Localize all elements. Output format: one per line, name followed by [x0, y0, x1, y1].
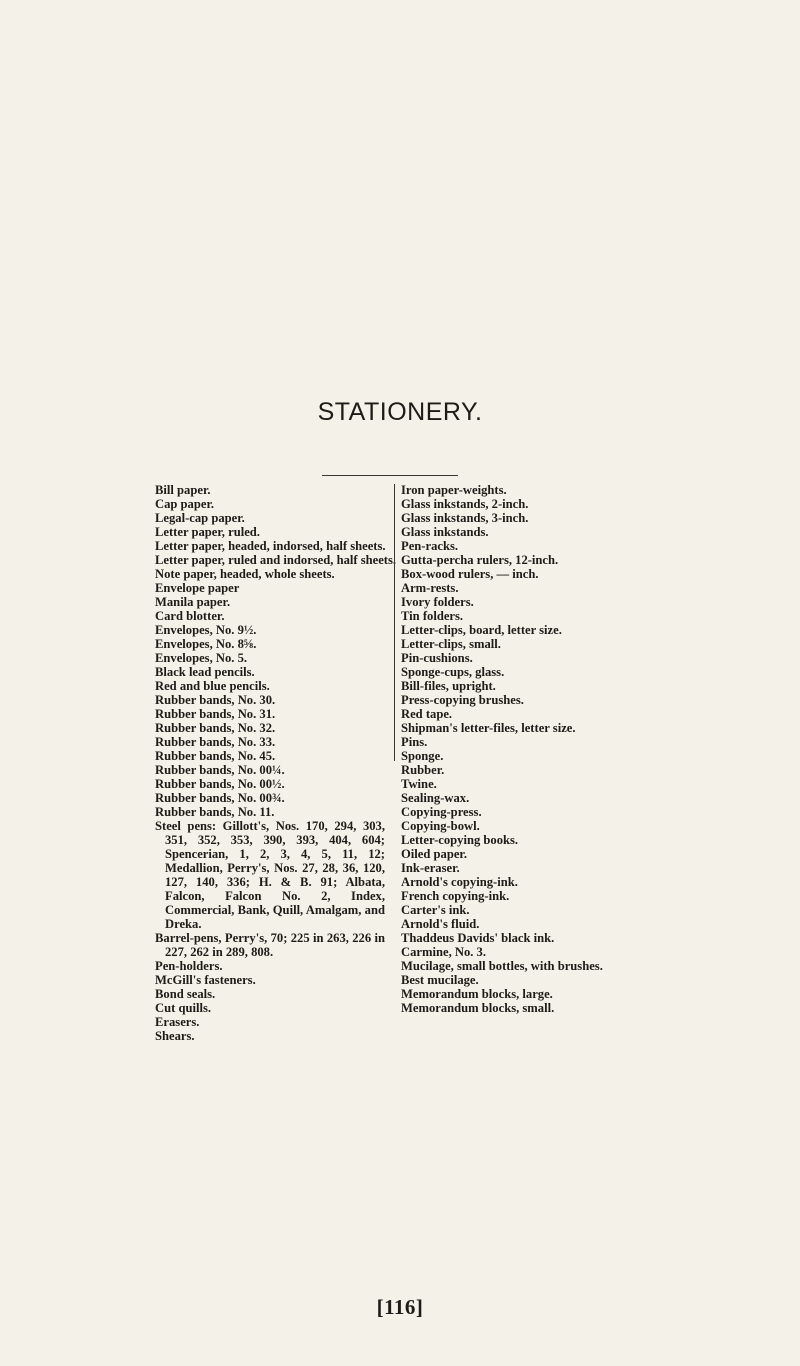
list-item: Bill-files, upright. [401, 679, 496, 693]
list-item: Pins. [401, 735, 428, 749]
list-item: Best mucilage. [401, 973, 479, 987]
list-item: Ivory folders. [401, 595, 474, 609]
column-divider [394, 484, 395, 761]
list-item: Letter-clips, board, letter size. [401, 623, 562, 637]
list-item: Pin-cushions. [401, 651, 473, 665]
list-item: French copying-ink. [401, 889, 510, 903]
page-title: STATIONERY. [317, 398, 483, 426]
list-item: Bill paper. [155, 483, 211, 497]
list-item: Note paper, headed, whole sheets. [155, 567, 335, 581]
list-item: Box-wood rulers, — inch. [401, 567, 539, 581]
list-item: Thaddeus Davids' black ink. [401, 931, 555, 945]
list-item: Copying-bowl. [401, 819, 480, 833]
list-item: Oiled paper. [401, 847, 468, 861]
list-item: Letter paper, ruled and indorsed, half sheets. [155, 553, 397, 567]
right-column [401, 483, 657, 1015]
list-item: Pen-holders. [155, 959, 223, 973]
list-item: Shipman's letter-files, letter size. [401, 721, 576, 735]
list-item: Twine. [401, 777, 437, 791]
list-item: Arm-rests. [401, 581, 459, 595]
list-item: Carmine, No. 3. [401, 945, 486, 959]
list-item: Envelope paper [155, 581, 240, 595]
list-item: Press-copying brushes. [401, 693, 524, 707]
list-item: Mucilage, small bottles, with brushes. [401, 959, 603, 973]
list-item: Tin folders. [401, 609, 464, 623]
left-column [155, 483, 397, 1043]
list-item: Letter-clips, small. [401, 637, 501, 651]
list-item: Rubber bands, No. 00¾. [155, 791, 285, 805]
list-item: Ink-eraser. [401, 861, 460, 875]
list-item: Envelopes, No. 9½. [155, 623, 257, 637]
list-item: Copying-press. [401, 805, 482, 819]
list-item: Glass inkstands, 2-inch. [401, 497, 529, 511]
list-item: Carter's ink. [401, 903, 470, 917]
list-item: Rubber bands, No. 00¼. [155, 763, 285, 777]
title-rule [322, 475, 458, 476]
list-item: Red tape. [401, 707, 453, 721]
list-item: Black lead pencils. [155, 665, 255, 679]
list-item: Manila paper. [155, 595, 231, 609]
list-item: Cap paper. [155, 497, 215, 511]
list-item: Rubber bands, No. 31. [155, 707, 276, 721]
page-number: [116] [376, 1295, 424, 1319]
list-item: Rubber bands, No. 32. [155, 721, 276, 735]
list-item: Barrel-pens, Perry's, 70; 225 in 263, 226 in 227, 262 in 289, 808. [155, 931, 385, 959]
list-item: Memorandum blocks, large. [401, 987, 553, 1001]
list-item: Rubber bands, No. 11. [155, 805, 275, 819]
list-item: Pen-racks. [401, 539, 459, 553]
list-item: Rubber. [401, 763, 445, 777]
list-item: McGill's fasteners. [155, 973, 256, 987]
list-item: Steel pens: Gillott's, Nos. 170, 294, 303, 351, 352, 353, 390, 393, 404, 604; Spencerian, 1, 2, 3, 4, 5, 11, 12; Medallion, Perry's, Nos. 27, 28, 36, 120, 127, 140, 336; H. & B. 91; Albata, Falcon, Falcon No. 2, Index, Commercial, Bank, Quill, Amalgam, and Dreka. [155, 819, 385, 931]
list-item: Letter paper, ruled. [155, 525, 260, 539]
list-item: Card blotter. [155, 609, 225, 623]
list-item: Envelopes, No. 8⅝. [155, 637, 257, 651]
list-item: Shears. [155, 1029, 195, 1043]
list-item: Sponge. [401, 749, 444, 763]
list-item: Sponge-cups, glass. [401, 665, 505, 679]
list-item: Envelopes, No. 5. [155, 651, 248, 665]
list-item: Legal-cap paper. [155, 511, 245, 525]
list-item: Cut quills. [155, 1001, 211, 1015]
list-item: Sealing-wax. [401, 791, 470, 805]
list-item: Rubber bands, No. 45. [155, 749, 276, 763]
list-item: Iron paper-weights. [401, 483, 507, 497]
list-item: Letter-copying books. [401, 833, 519, 847]
list-item: Rubber bands, No. 33. [155, 735, 276, 749]
list-item: Memorandum blocks, small. [401, 1001, 555, 1015]
list-item: Glass inkstands, 3-inch. [401, 511, 529, 525]
list-item: Arnold's fluid. [401, 917, 480, 931]
list-item: Rubber bands, No. 00½. [155, 777, 285, 791]
list-item: Gutta-percha rulers, 12-inch. [401, 553, 559, 567]
list-item: Glass inkstands. [401, 525, 489, 539]
list-item: Arnold's copying-ink. [401, 875, 518, 889]
list-item: Rubber bands, No. 30. [155, 693, 276, 707]
list-item: Erasers. [155, 1015, 200, 1029]
list-item: Letter paper, headed, indorsed, half sheets. [155, 539, 386, 553]
list-item: Bond seals. [155, 987, 216, 1001]
list-item: Red and blue pencils. [155, 679, 270, 693]
